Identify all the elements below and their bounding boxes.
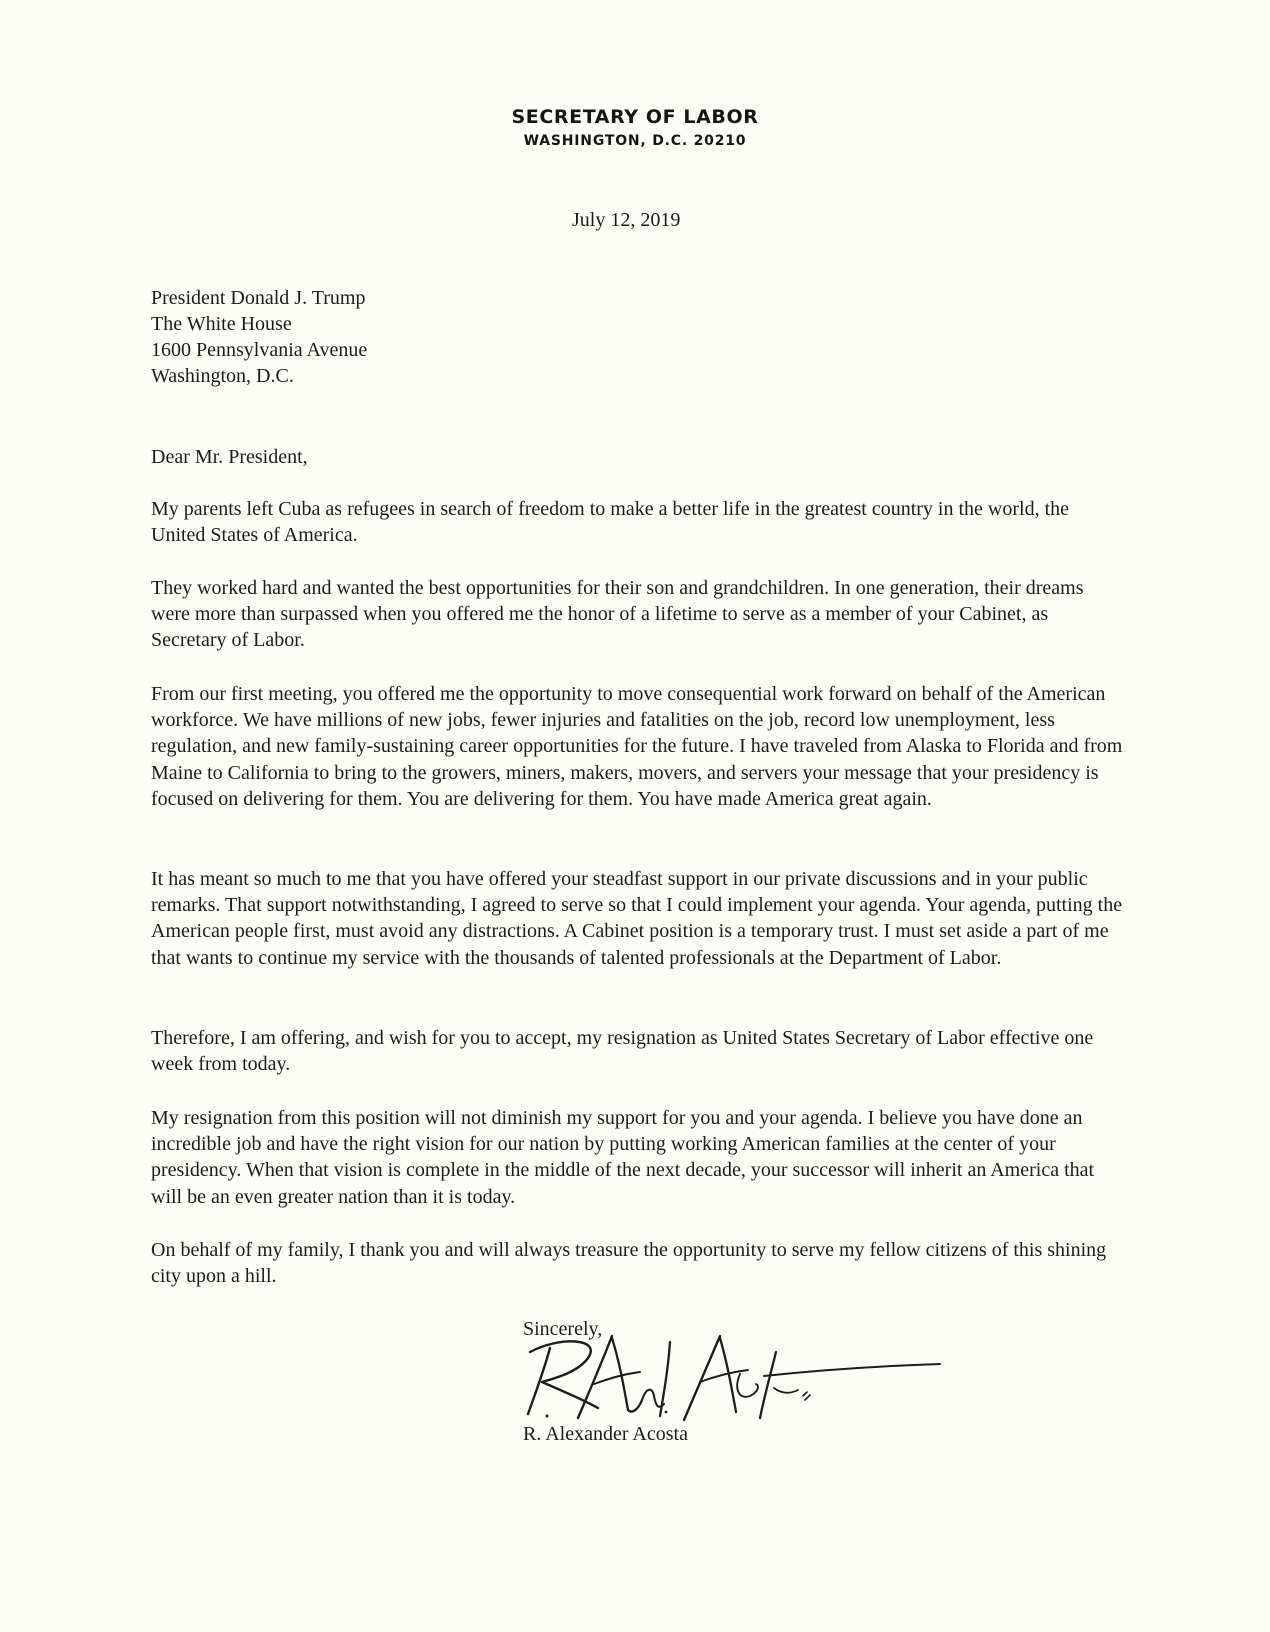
body-paragraph: My parents left Cuba as refugees in search of freedom to make a better life in the greatest country in the world, the United States of America.: [151, 498, 1069, 547]
letterhead-title: SECRETARY OF LABOR: [511, 106, 759, 128]
letterhead: [0, 104, 1270, 152]
body-paragraph: From our first meeting, you offered me the opportunity to move consequential work forward on behalf of the American workforce. We have millions of new jobs, fewer injuries and fatalities on the job, record low unemployment, less regulation, and new family-sustaining career opportunities for the future. I have traveled from Alaska to Florida and from Maine to California to bring to the growers, miners, makers, movers, and servers your message that your presidency is focused on delivering for them. You are delivering for them. You have made America great again.: [151, 683, 1123, 810]
salutation: Dear Mr. President,: [151, 446, 308, 468]
body-paragraph: They worked hard and wanted the best opportunities for their son and grandchildren. In one generation, their dreams were more than surpassed when you offered me the honor of a lifetime to serve as a member of your Cabinet, as Secretary of Labor.: [151, 577, 1084, 652]
body-paragraph: On behalf of my family, I thank you and will always treasure the opportunity to serve my fellow citizens of this shining city upon a hill.: [151, 1239, 1107, 1288]
handwritten-signature: [520, 1330, 960, 1425]
recipient-address-block: [151, 285, 367, 389]
letterhead-address: WASHINGTON, D.C. 20210: [523, 133, 747, 149]
body-paragraph: My resignation from this position will not diminish my support for you and your agenda. I believe you have done an incredible job and have the right vision for our nation by putting working American families at the center of your presidency. When that vision is complete in the middle of the next decade, your successor will inherit an America that will be an even greater nation than it is today.: [151, 1107, 1095, 1208]
body-paragraph: It has meant so much to me that you have offered your steadfast support in our private discussions and in your public remarks. That support notwithstanding, I agreed to serve so that I could implement your agenda. Your agenda, putting the American people first, must avoid any distractions. A Cabinet position is a temporary trust. I must set aside a part of me that wants to continue my service with the thousands of talented professionals at the Department of Labor.: [151, 868, 1123, 969]
recipient-address-line: 1600 Pennsylvania Avenue: [151, 339, 368, 361]
recipient-address-line: The White House: [151, 313, 292, 335]
closing: Sincerely,: [523, 1318, 603, 1340]
signer-name: R. Alexander Acosta: [523, 1423, 688, 1445]
letter-date: July 12, 2019: [572, 209, 681, 231]
body-paragraph: Therefore, I am offering, and wish for you to accept, my resignation as United States Secretary of Labor effective one week from today.: [151, 1027, 1094, 1076]
recipient-address-line: Washington, D.C.: [151, 365, 294, 387]
recipient-name: President Donald J. Trump: [151, 287, 366, 309]
